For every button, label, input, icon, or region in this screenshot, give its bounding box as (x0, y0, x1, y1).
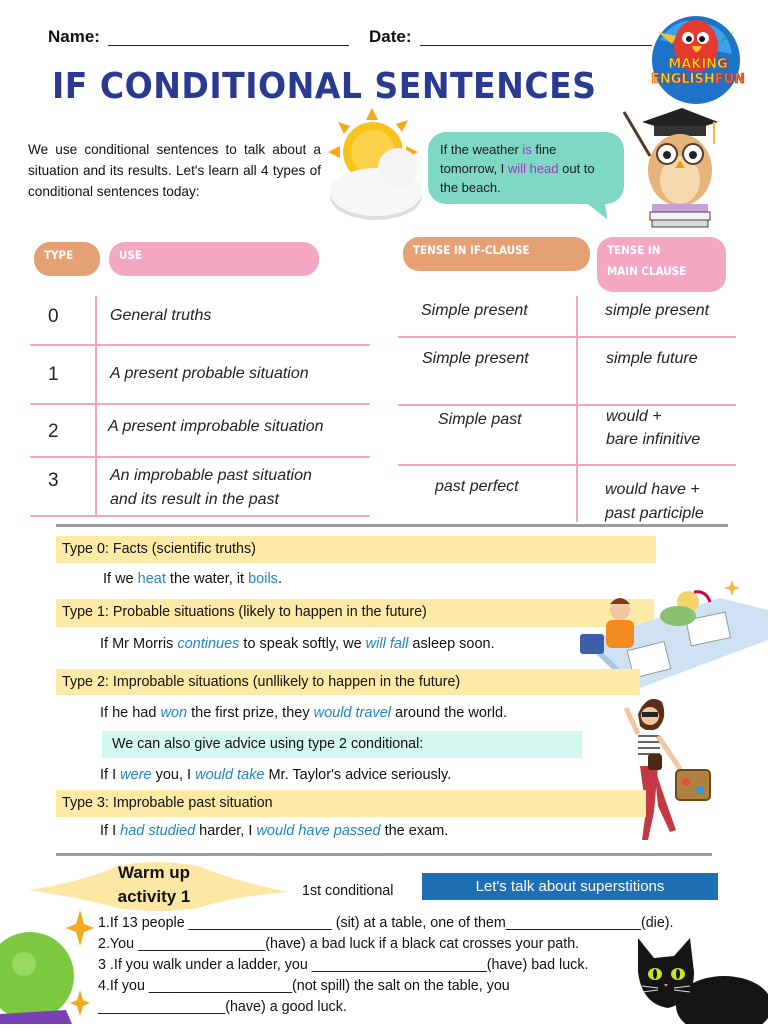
if-clause-cell: Simple past (438, 411, 522, 428)
type3-example: If I had studied harder, I would have passed the exam. (100, 823, 449, 839)
row-separator (30, 456, 370, 458)
main-clause-cell (605, 478, 704, 526)
exercise-item-3[interactable]: 3 .If you walk under a ladder, you ______________________(have) bad luck. (98, 957, 589, 973)
type2-advice-note: We can also give advice using type 2 conditional: (102, 731, 582, 758)
type2-heading: Type 2: Improbable situations (unllikely to happen in the future) (56, 669, 640, 695)
type1-example: If Mr Morris continues to speak softly, we will fall asleep soon. (100, 636, 495, 652)
date-label: Date: (369, 27, 412, 46)
name-field[interactable] (108, 45, 349, 46)
speech-verb-is: is (522, 142, 532, 157)
row-separator (30, 515, 370, 517)
owl-teacher-illustration (622, 104, 722, 228)
type-cell: 3 (48, 470, 59, 491)
main-clause-line: would + (606, 408, 662, 425)
header-if-clause: TENSE IN IF-CLAUSE (403, 237, 590, 271)
speech-text-1: If the weather (440, 142, 523, 157)
speech-text-2: fine tomorrow, I (440, 142, 557, 176)
name-label: Name: (48, 27, 100, 46)
use-cell-line: and its result in the past (110, 491, 279, 508)
main-clause-line: would have + (605, 481, 700, 498)
intro-paragraph: We use conditional sentences to talk about a situation and its results. Let's learn all 4 types of conditional sentences today: (28, 142, 321, 199)
logo-word-making: MAKING (668, 57, 728, 72)
row-separator (30, 344, 370, 346)
superstitions-banner: Let's talk about superstitions (422, 873, 718, 900)
warmup-title-line1: Warm up (117, 863, 191, 882)
row-separator (398, 336, 736, 338)
type-cell: 2 (48, 421, 59, 442)
page-title: IF CONDITIONAL SENTENCES (52, 66, 597, 107)
main-clause-cell (606, 405, 700, 451)
type0-heading: Type 0: Facts (scientific truths) (56, 536, 656, 563)
table-divider-right (576, 296, 578, 522)
header-type: TYPE (34, 242, 100, 276)
use-cell: General truths (110, 307, 212, 324)
logo-word-fun: FUN (714, 72, 746, 87)
exercise-item-1[interactable]: 1.If 13 people __________________ (sit) at a table, one of them_________________(die). (98, 915, 674, 931)
section-divider (56, 853, 712, 856)
date-field[interactable] (420, 45, 652, 46)
main-clause-cell: simple present (605, 302, 710, 319)
header-main-clause-1: TENSE IN (607, 243, 661, 257)
main-clause-line: bare infinitive (606, 431, 701, 448)
speech-bubble (428, 132, 624, 204)
warmup-subtitle: 1st conditional (302, 883, 394, 899)
type1-heading: Type 1: Probable situations (likely to happen in the future) (56, 599, 654, 627)
type0-example: If we heat the water, it boils. (103, 571, 282, 587)
use-cell: A present probable situation (110, 365, 309, 382)
type2-advice-example: If I were you, I would take Mr. Taylor's advice seriously. (100, 767, 452, 783)
warmup-title (98, 861, 210, 909)
woman-traveler-illustration (612, 690, 722, 850)
use-cell (110, 464, 312, 512)
table-divider-left (95, 296, 97, 516)
section-divider (56, 524, 728, 527)
header-main-clause-2: MAIN CLAUSE (607, 264, 687, 278)
row-separator (30, 403, 370, 405)
black-cat-illustration (628, 932, 768, 1024)
exercise-item-2[interactable]: 2.You ________________(have) a bad luck if a black cat crosses your path. (98, 936, 580, 952)
row-separator (398, 464, 736, 466)
crystal-ball-illustration (0, 924, 80, 1024)
main-clause-cell: simple future (606, 350, 698, 367)
warmup-title-line2: activity 1 (117, 887, 191, 906)
if-clause-cell: Simple present (421, 302, 528, 319)
use-cell-line: An improbable past situation (110, 467, 312, 484)
header-use: USE (109, 242, 319, 276)
type2-example: If he had won the first prize, they would travel around the world. (100, 705, 508, 721)
sun-cloud-illustration (326, 106, 426, 226)
main-clause-line: past participle (605, 505, 704, 522)
logo-word-english: ENGLISH (650, 72, 715, 87)
header-main-clause (597, 237, 726, 292)
type3-heading: Type 3: Improbable past situation (56, 790, 646, 817)
exercise-item-4-cont[interactable]: ________________(have) a good luck. (98, 999, 347, 1015)
speech-verb-will-head: will head (507, 161, 559, 176)
if-clause-cell: Simple present (422, 350, 529, 367)
exercise-item-4[interactable]: 4.If you __________________(not spill) the salt on the table, you (98, 978, 510, 994)
type-cell: 1 (48, 364, 59, 385)
use-cell: A present improbable situation (108, 418, 324, 435)
type-cell: 0 (48, 306, 59, 327)
speech-text-3: out to the beach. (440, 161, 595, 195)
if-clause-cell: past perfect (435, 478, 519, 495)
making-english-fun-logo (636, 10, 760, 110)
